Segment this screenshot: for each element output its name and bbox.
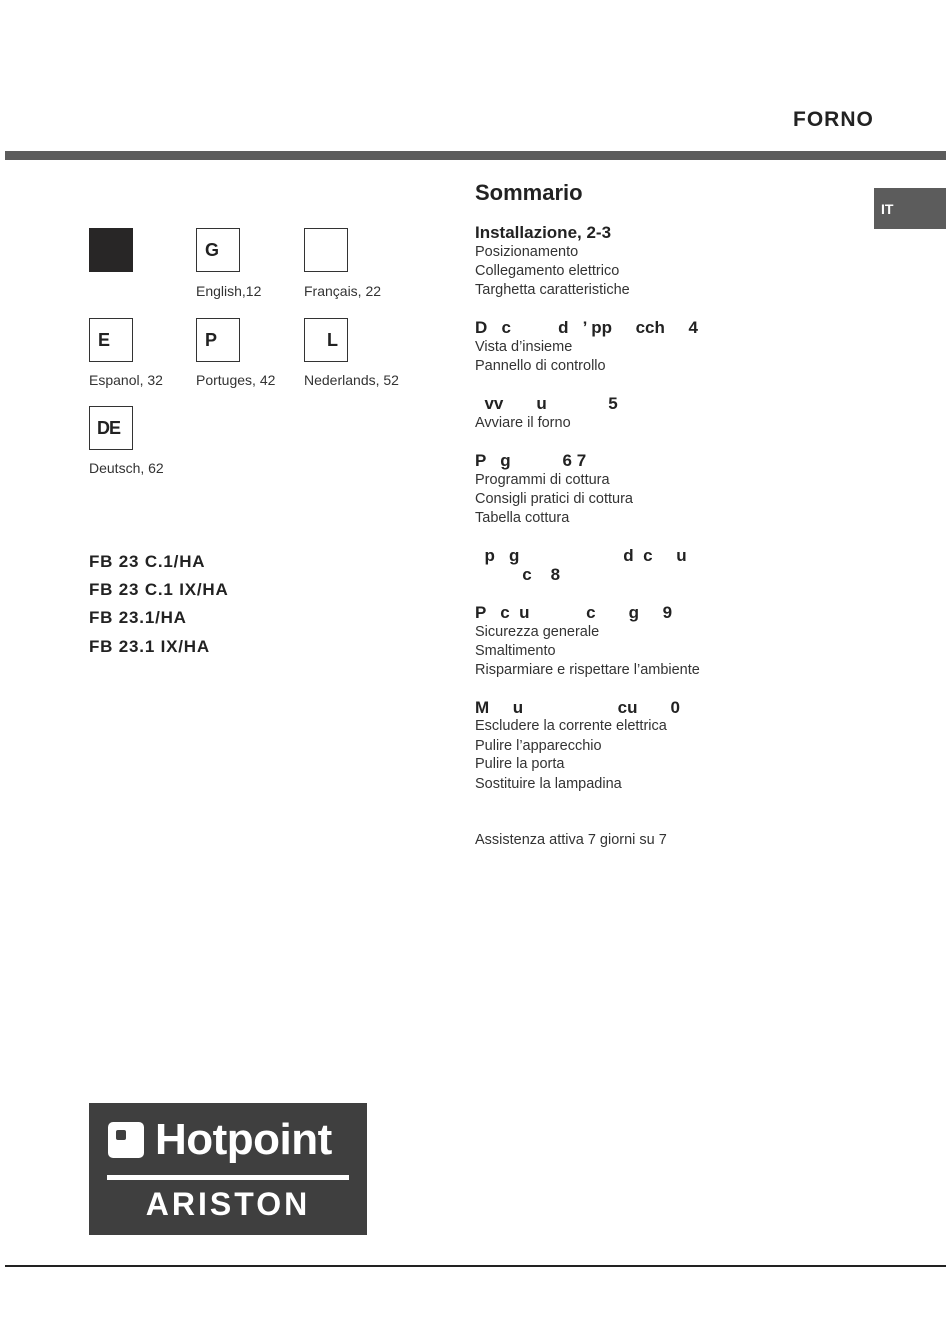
model-number: FB 23.1 IX/HA: [89, 637, 210, 656]
language-box-french[interactable]: [304, 228, 348, 272]
toc-item[interactable]: Risparmiare e rispettare l’ambiente: [475, 662, 700, 678]
logo-divider: [107, 1175, 349, 1180]
toc-item[interactable]: Tabella cottura: [475, 510, 570, 526]
toc-item[interactable]: Targhetta caratteristiche: [475, 282, 630, 298]
language-tab-it[interactable]: IT: [874, 188, 946, 229]
toc-heading-installation[interactable]: Installazione, 2-3: [475, 223, 612, 242]
toc-heading-start[interactable]: vv u 5: [475, 394, 618, 413]
model-number: FB 23 C.1 IX/HA: [89, 580, 229, 599]
language-box-german[interactable]: DE: [89, 406, 133, 450]
toc-item[interactable]: Programmi di cottura: [475, 472, 610, 488]
toc-item[interactable]: Consigli pratici di cottura: [475, 491, 633, 507]
toc-heading-safety[interactable]: P c u c g 9: [475, 603, 673, 622]
contents-title: Sommario: [475, 180, 583, 205]
header-rule: [5, 151, 946, 160]
toc-heading-programmer-cont[interactable]: c 8: [475, 565, 561, 584]
language-label-portuguese: Portuges, 42: [196, 372, 276, 388]
language-box-portuguese[interactable]: P: [196, 318, 240, 362]
hotpoint-logo-icon: [108, 1122, 144, 1158]
language-label-dutch: Nederlands, 52: [304, 372, 399, 388]
model-number: FB 23 C.1/HA: [89, 552, 206, 571]
toc-item[interactable]: Pannello di controllo: [475, 358, 606, 374]
toc-item[interactable]: Posizionamento: [475, 244, 579, 260]
brand-logo: [89, 1103, 367, 1235]
language-box-dutch[interactable]: L: [304, 318, 348, 362]
language-label-english: English,12: [196, 283, 262, 299]
model-number: FB 23.1/HA: [89, 608, 187, 627]
toc-item[interactable]: Collegamento elettrico: [475, 263, 620, 279]
language-box-spanish[interactable]: E: [89, 318, 133, 362]
toc-item[interactable]: Sostituire la lampadina: [475, 776, 622, 792]
assistance-note: Assistenza attiva 7 giorni su 7: [475, 832, 667, 848]
language-label-spanish: Espanol, 32: [89, 372, 163, 388]
toc-item[interactable]: Vista d’insieme: [475, 339, 573, 355]
toc-heading-maintenance[interactable]: M u cu 0: [475, 698, 680, 717]
toc-item[interactable]: Pulire l’apparecchio: [475, 738, 602, 754]
toc-heading-description[interactable]: D c d ’ pp cch 4: [475, 318, 698, 337]
toc-item[interactable]: Sicurezza generale: [475, 624, 600, 640]
document-title: FORNO: [793, 108, 874, 131]
language-label-german: Deutsch, 62: [89, 460, 164, 476]
toc-item[interactable]: Pulire la porta: [475, 756, 565, 772]
toc-item[interactable]: Escludere la corrente elettrica: [475, 718, 667, 734]
toc-item[interactable]: Smaltimento: [475, 643, 556, 659]
logo-brand-text: Hotpoint: [155, 1115, 332, 1164]
language-box-english[interactable]: G: [196, 228, 240, 272]
toc-item[interactable]: Avviare il forno: [475, 415, 571, 431]
toc-heading-programs[interactable]: P g 6 7: [475, 451, 587, 470]
language-label-french: Français, 22: [304, 283, 382, 299]
footer-rule: [5, 1265, 946, 1267]
language-box-italian[interactable]: [89, 228, 133, 272]
toc-heading-programmer[interactable]: p g d c u: [475, 546, 687, 565]
logo-sub-text: ARISTON: [145, 1186, 311, 1222]
